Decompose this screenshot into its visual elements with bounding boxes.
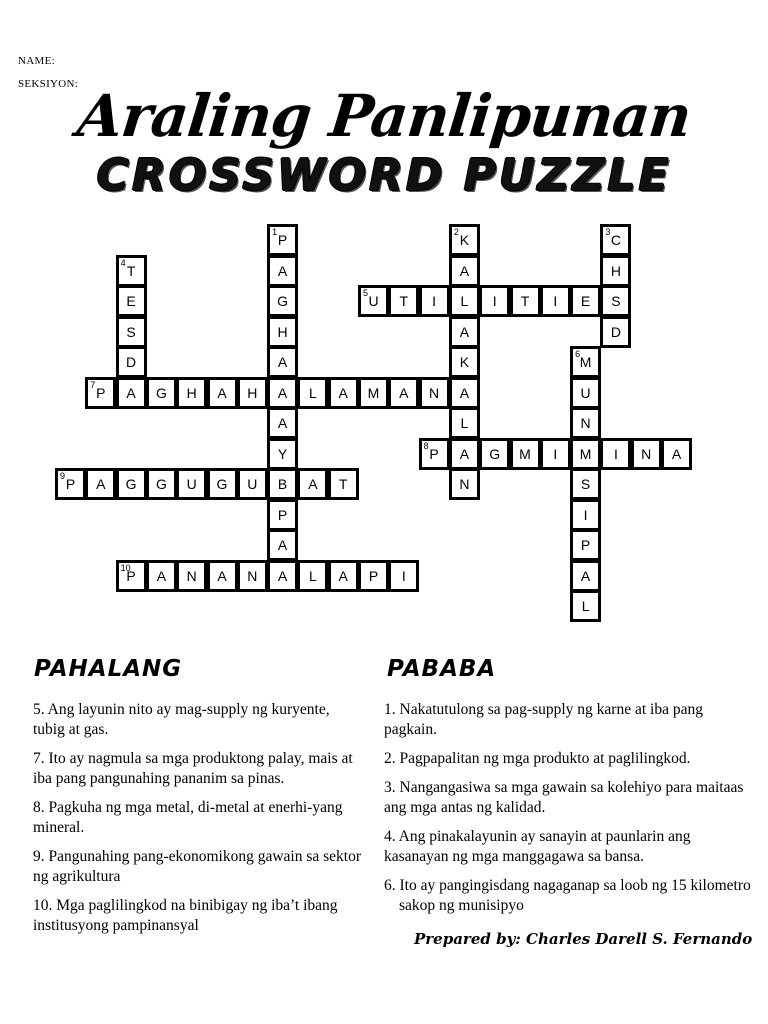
clue-across-5: 5. Ang layunin nito ay mag-supply ng kuryente, tubig at gas.	[33, 701, 330, 738]
worksheet-title: Araling Panlipunan	[74, 82, 694, 150]
cell-letter: C	[610, 232, 621, 248]
crossword-cell[interactable]	[267, 255, 298, 287]
cell-letter: A	[671, 445, 682, 462]
cell-letter: E	[126, 293, 136, 309]
crossword-cell[interactable]	[510, 438, 541, 470]
clue-across-8: 8. Pagkuha ng mga metal, di-metal at enerhi-yang mineral.	[33, 799, 343, 836]
cell-letter: S	[611, 293, 621, 309]
crossword-cell[interactable]	[510, 285, 541, 317]
cell-letter: I	[432, 293, 437, 309]
crossword-cell[interactable]	[570, 590, 601, 622]
crossword-cell[interactable]	[146, 377, 177, 409]
cell-letter: E	[580, 293, 591, 309]
crossword-cell[interactable]	[479, 438, 510, 470]
crossword-cell[interactable]	[600, 438, 631, 470]
clue-number: 7	[90, 379, 96, 390]
cell-letter: I	[553, 293, 558, 309]
clue-down-3: 3. Nangangasiwa sa mga gawain sa kolehiyo para maitaas ang mga antas ng kalidad.	[384, 779, 744, 816]
crossword-cell[interactable]	[570, 285, 601, 317]
cell-letter: U	[580, 384, 591, 401]
crossword-cell[interactable]	[600, 285, 631, 317]
cell-letter: H	[186, 384, 197, 401]
crossword-cell[interactable]	[449, 468, 480, 500]
crossword-cell[interactable]	[267, 499, 298, 531]
crossword-cell[interactable]	[540, 438, 571, 470]
clue-number: 8	[423, 440, 429, 451]
cell-letter: A	[277, 384, 288, 401]
cell-letter: M	[367, 384, 380, 401]
crossword-cell[interactable]	[116, 285, 147, 317]
cell-letter: N	[641, 445, 652, 462]
crossword-cell[interactable]	[207, 377, 238, 409]
crossword-cell[interactable]	[449, 377, 480, 409]
crossword-cell[interactable]	[479, 285, 510, 317]
clue-number: 10	[120, 562, 131, 573]
cell-letter: P	[580, 537, 591, 553]
crossword-cell[interactable]	[449, 316, 480, 348]
cell-letter: A	[126, 384, 136, 401]
cell-letter: A	[277, 537, 288, 553]
crossword-cell[interactable]	[176, 377, 207, 409]
cell-letter: G	[489, 445, 501, 462]
cell-letter: A	[399, 384, 409, 401]
cell-letter: H	[610, 262, 621, 279]
cell-letter: P	[368, 567, 379, 584]
crossword-cell[interactable]	[116, 377, 147, 409]
crossword-cell[interactable]	[116, 560, 147, 592]
name-field-label: NAME:	[18, 55, 55, 67]
crossword-cell[interactable]	[55, 468, 86, 500]
cell-letter: N	[459, 476, 470, 492]
cell-letter: G	[155, 384, 167, 401]
cell-letter: N	[247, 567, 258, 584]
crossword-cell[interactable]	[267, 377, 298, 409]
crossword-cell[interactable]	[267, 316, 298, 348]
crossword-cell[interactable]	[449, 346, 480, 378]
cell-letter: A	[277, 262, 288, 279]
cell-letter: T	[399, 293, 409, 309]
clue-number: 9	[60, 471, 66, 481]
cell-letter: A	[96, 476, 106, 492]
cell-letter: K	[459, 354, 470, 370]
crossword-cell[interactable]	[297, 560, 328, 592]
crossword-cell[interactable]	[267, 438, 298, 470]
cell-letter: A	[156, 567, 167, 584]
down-heading: PABABA	[387, 656, 497, 682]
cell-letter: I	[401, 567, 406, 584]
clue-number: 6	[575, 349, 581, 359]
crossword-cell[interactable]	[570, 468, 601, 500]
crossword-cell[interactable]	[449, 285, 480, 317]
cell-letter: I	[492, 293, 497, 309]
cell-letter: M	[519, 445, 531, 462]
crossword-cell[interactable]	[267, 407, 298, 439]
clue-number: 4	[120, 257, 126, 268]
crossword-cell[interactable]	[146, 560, 177, 592]
cell-letter: A	[277, 567, 288, 584]
cell-letter: A	[277, 415, 288, 431]
cell-letter: P	[96, 384, 106, 401]
crossword-cell[interactable]	[176, 468, 207, 500]
clue-across-10: 10. Mga paglilingkod na binibigay ng iba’t ibang institusyong pampinansyal	[33, 897, 338, 934]
crossword-cell[interactable]	[116, 468, 147, 500]
clue-number: 3	[605, 227, 611, 237]
crossword-cell[interactable]	[176, 560, 207, 592]
crossword-cell[interactable]	[570, 438, 601, 470]
prepared-by-credit: Prepared by: Charles Darell S. Fernando	[414, 930, 753, 948]
cell-letter: A	[217, 567, 227, 584]
cell-letter: S	[126, 323, 136, 340]
cell-letter: I	[613, 445, 618, 462]
crossword-cell[interactable]	[600, 316, 631, 348]
crossword-cell[interactable]	[540, 285, 571, 317]
cell-letter: D	[126, 354, 137, 370]
clue-down-2: 2. Pagpapalitan ng mga produkto at paglilingkod.	[384, 750, 691, 767]
cell-letter: N	[429, 384, 440, 401]
crossword-cell[interactable]	[267, 285, 298, 317]
cell-letter: A	[277, 354, 288, 370]
cell-letter: G	[277, 293, 289, 309]
cell-letter: D	[610, 323, 621, 340]
crossword-cell[interactable]	[267, 346, 298, 378]
cell-letter: T	[126, 262, 136, 279]
crossword-cell[interactable]	[419, 377, 450, 409]
cell-letter: A	[308, 476, 318, 492]
crossword-cell[interactable]	[328, 377, 359, 409]
crossword-cell[interactable]	[328, 468, 359, 500]
cell-letter: H	[247, 384, 258, 401]
crossword-cell[interactable]	[570, 499, 601, 531]
crossword-cell[interactable]	[388, 560, 419, 592]
cell-letter: H	[277, 323, 288, 340]
cell-letter: L	[581, 598, 590, 614]
cell-letter: L	[308, 567, 317, 584]
crossword-cell[interactable]	[661, 438, 692, 470]
cell-letter: A	[580, 567, 591, 584]
cell-letter: Y	[277, 445, 288, 462]
crossword-cell[interactable]	[237, 377, 268, 409]
crossword-cell[interactable]	[237, 560, 268, 592]
crossword-cell[interactable]	[449, 438, 480, 470]
cell-letter: N	[580, 415, 591, 431]
crossword-cell[interactable]	[116, 255, 147, 287]
crossword-cell[interactable]	[207, 468, 238, 500]
crossword-cell[interactable]	[358, 377, 389, 409]
cell-letter: G	[216, 476, 228, 492]
cell-letter: B	[277, 476, 288, 492]
cell-letter: G	[155, 476, 167, 492]
cell-letter: I	[553, 445, 558, 462]
crossword-cell[interactable]	[631, 438, 662, 470]
cell-letter: A	[459, 323, 470, 340]
cell-letter: U	[368, 293, 379, 309]
crossword-cell[interactable]	[449, 255, 480, 287]
cell-letter: M	[579, 445, 592, 462]
cell-letter: A	[217, 384, 227, 401]
crossword-cell[interactable]	[267, 560, 298, 592]
cell-letter: K	[459, 232, 470, 248]
cell-letter: P	[126, 567, 136, 584]
crossword-cell[interactable]	[570, 377, 601, 409]
crossword-cell[interactable]	[570, 560, 601, 592]
crossword-cell[interactable]	[358, 560, 389, 592]
crossword-cell[interactable]	[237, 468, 268, 500]
cell-letter: P	[277, 232, 288, 248]
across-heading: PAHALANG	[34, 656, 183, 682]
cell-letter: P	[277, 506, 288, 523]
down-clue-list	[384, 700, 756, 925]
crossword-cell[interactable]	[85, 468, 116, 500]
worksheet-subtitle: CROSSWORD PUZZLE	[96, 150, 672, 201]
crossword-cell[interactable]	[116, 316, 147, 348]
cell-letter: L	[308, 384, 317, 401]
section-field-label: SEKSIYON:	[18, 78, 79, 90]
crossword-cell[interactable]	[297, 468, 328, 500]
cell-letter: T	[338, 476, 348, 492]
clue-number: 1	[272, 227, 278, 237]
cell-letter: T	[520, 293, 530, 309]
cell-letter: A	[459, 262, 470, 279]
clue-number: 2	[453, 227, 459, 237]
cell-letter: G	[125, 476, 137, 492]
crossword-cell[interactable]	[116, 346, 147, 378]
crossword-cell[interactable]	[600, 224, 631, 256]
crossword-cell[interactable]	[570, 407, 601, 439]
crossword-cell[interactable]	[570, 346, 601, 378]
cell-letter: I	[583, 506, 588, 523]
clue-across-7: 7. Ito ay nagmula sa mga produktong palay, mais at iba pang pangunahing pananim sa pinas.	[33, 750, 353, 787]
cell-letter: A	[338, 384, 348, 401]
crossword-cell[interactable]	[146, 468, 177, 500]
crossword-cell[interactable]	[85, 377, 116, 409]
crossword-cell[interactable]	[449, 407, 480, 439]
cell-letter: U	[247, 476, 258, 492]
crossword-cell[interactable]	[267, 468, 298, 500]
clue-down-1: 1. Nakatutulong sa pag-supply ng karne at iba pang pagkain.	[384, 701, 703, 738]
cell-letter: P	[65, 476, 76, 492]
crossword-cell[interactable]	[570, 529, 601, 561]
cell-letter: U	[186, 476, 197, 492]
cell-letter: A	[338, 567, 348, 584]
crossword-cell[interactable]	[600, 255, 631, 287]
cell-letter: L	[460, 415, 469, 431]
crossword-cell[interactable]	[328, 560, 359, 592]
crossword-cell[interactable]	[297, 377, 328, 409]
cell-letter: N	[186, 567, 197, 584]
crossword-cell[interactable]	[419, 285, 450, 317]
cell-letter: A	[459, 384, 470, 401]
crossword-cell[interactable]	[419, 438, 450, 470]
cell-letter: M	[579, 354, 592, 370]
clue-across-9: 9. Pangunahing pang-ekonomikong gawain sa sektor ng agrikultura	[33, 848, 362, 885]
clue-number: 5	[363, 288, 369, 298]
cell-letter: L	[460, 293, 469, 309]
crossword-cell[interactable]	[267, 224, 298, 256]
crossword-cell[interactable]	[388, 285, 419, 317]
cell-letter: S	[580, 476, 591, 492]
cell-letter: A	[459, 445, 470, 462]
crossword-cell[interactable]	[449, 224, 480, 256]
clue-down-6: 6. Ito ay pangingisdang nagaganap sa loob ng 15 kilometro sakop ng munisipyo	[384, 877, 751, 914]
clue-down-4: 4. Ang pinakalayunin ay sanayin at paunlarin ang kasanayan ng mga manggagawa sa bansa.	[384, 828, 691, 865]
across-clue-list	[33, 700, 363, 945]
crossword-cell[interactable]	[388, 377, 419, 409]
cell-letter: P	[429, 445, 439, 462]
crossword-cell[interactable]	[267, 529, 298, 561]
crossword-cell[interactable]	[207, 560, 238, 592]
crossword-cell[interactable]	[358, 285, 389, 317]
